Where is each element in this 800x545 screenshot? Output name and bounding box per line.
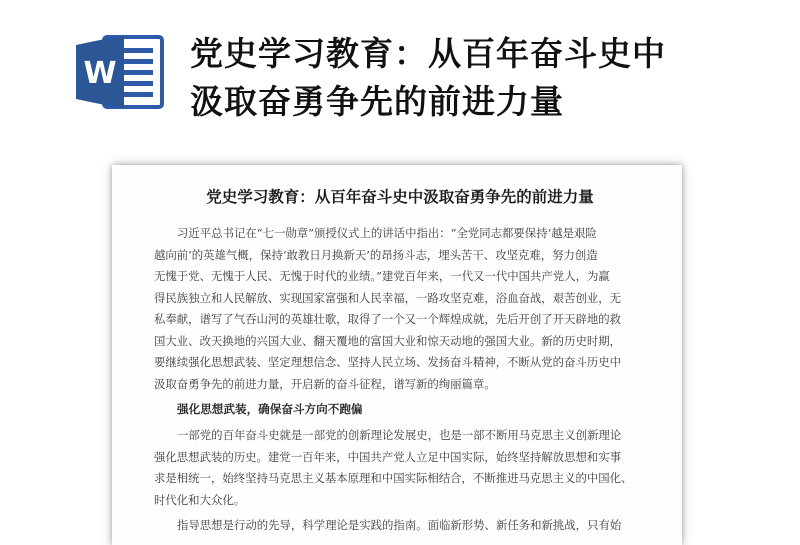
paragraph-line: 习近平总书记在“七一勋章”颁授仪式上的讲话中指出：“全党同志都要保持‘越是艰险 xyxy=(177,226,597,240)
paragraph-line: 时代化和大众化。 xyxy=(154,492,246,507)
section-heading: 强化思想武装，确保奋斗方向不跑偏 xyxy=(177,402,363,416)
header xyxy=(0,0,800,150)
paragraph-line: 得民族独立和人民解放、实现国家富强和人民幸福，一路攻坚克难，浴血奋战，艰苦创业，无 xyxy=(154,290,622,305)
paragraph-line: 越向前’的英雄气概，保持‘敢教日月换新天’的昂扬斗志，埋头苦干、攻坚克难，努力创造 xyxy=(154,247,598,262)
paragraph-line: 指导思想是行动的先导，科学理论是实践的指南。面临新形势、新任务和新挑战，只有始 xyxy=(177,518,622,532)
page-title xyxy=(190,30,780,126)
document-body xyxy=(154,181,646,537)
word-document-icon xyxy=(74,33,166,111)
paragraph-line: 无愧于党、无愧于人民、无愧于时代的业绩。”建党百年来，一代又一代中国共产党人，为赢 xyxy=(154,269,610,283)
paragraph-line: 汲取奋勇争先的前进力量，开启新的奋斗征程，谱写新的绚丽篇章。 xyxy=(154,376,496,391)
page-title-line-1: 党史学习教育：从百年奋斗史中 xyxy=(190,34,666,73)
word-logo-letter: W xyxy=(83,56,117,91)
paragraph-line: 求是相统一，始终坚持马克思主义基本原理和中国实际相结合，不断推进马克思主义的中国化、 xyxy=(154,471,633,485)
paragraph-line: 一部党的百年奋斗史就是一部党的创新理论发展史，也是一部不断用马克思主义创新理论 xyxy=(177,428,622,442)
document-title: 党史学习教育：从百年奋斗史中汲取奋勇争先的前进力量 xyxy=(206,187,594,206)
paragraph-line: 国大业、改天换地的兴国大业、翻天覆地的富国大业和惊天动地的强国大业。新的历史时期， xyxy=(154,333,622,348)
paragraph-line: 私奉献，谱写了气吞山河的英雄壮歌，取得了一个又一个辉煌成就，先后开创了开天辟地的救 xyxy=(154,312,622,326)
document-paragraph-1 xyxy=(154,223,646,395)
page-title-line-2: 汲取奋勇争先的前进力量 xyxy=(190,82,564,121)
document-page-preview xyxy=(112,165,682,545)
paragraph-line: 强化思想武装的历史。建党一百年来，中国共产党人立足中国实际，始终坚持解放思想和实事 xyxy=(154,449,622,464)
document-paragraph-2 xyxy=(154,425,646,511)
paragraph-line: 要继续强化思想武装、坚定理想信念、坚持人民立场、发扬奋斗精神，不断从党的奋斗历史中 xyxy=(154,355,622,369)
